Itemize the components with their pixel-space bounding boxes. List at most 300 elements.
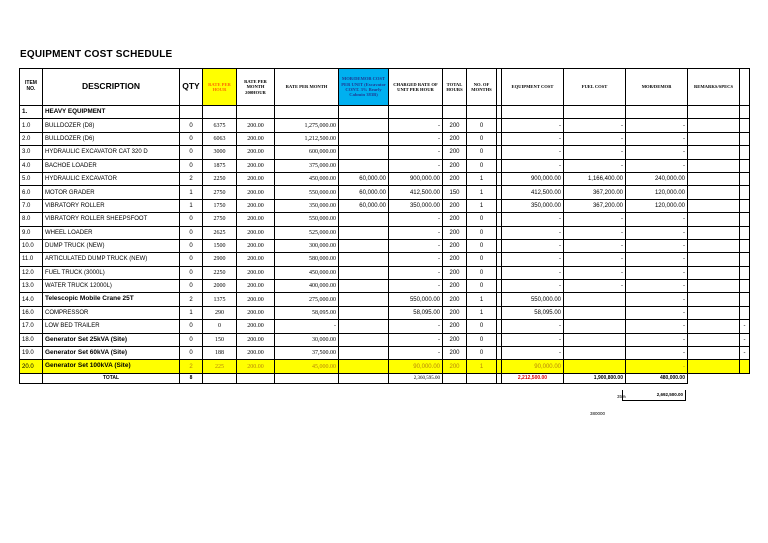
col-remarks: REMARKS/SPECS — [688, 69, 740, 106]
cell-remarks — [688, 132, 740, 145]
cell-hours: 200.00 — [237, 172, 275, 185]
cell-description: Generator Set 60kVA (Site) — [43, 347, 180, 360]
cell-remarks — [688, 213, 740, 226]
cell-no-of-months: 1 — [467, 360, 497, 373]
cell-charged-rate: - — [389, 226, 443, 239]
cell-charged-rate: - — [389, 213, 443, 226]
cell-rate-per-month: 400,000.00 — [275, 280, 339, 293]
col-charged-rate: CHARGED RATE OF UNIT PER HOUR — [389, 69, 443, 106]
cell-fuel-cost: - — [564, 280, 626, 293]
col-equipment-cost: EQUIPMENT COST — [502, 69, 564, 106]
cell-qty: 2 — [180, 360, 203, 373]
cell-no-of-months: 0 — [467, 280, 497, 293]
cell-equipment-cost: - — [502, 132, 564, 145]
cell-mob-demob-cost — [339, 253, 389, 266]
cell-hours: 200.00 — [237, 132, 275, 145]
cell-fuel-cost — [564, 333, 626, 346]
cell-hours: 200.00 — [237, 347, 275, 360]
cell-description: HYDRAULIC EXCAVATOR — [43, 172, 180, 185]
cell-no-of-months: 1 — [467, 186, 497, 199]
cell-item-no: 19.0 — [20, 347, 43, 360]
table-row — [20, 132, 750, 145]
cell-equipment-cost: 58,095.00 — [502, 306, 564, 319]
cell-remarks — [688, 293, 740, 306]
cell-qty: 0 — [180, 159, 203, 172]
cell-qty: 0 — [180, 253, 203, 266]
cell-description: BULLDOZER (D8) — [43, 119, 180, 132]
cell-item-no: 7.0 — [20, 199, 43, 212]
cell-equipment-cost: - — [502, 253, 564, 266]
cell-item-no: 18.0 — [20, 333, 43, 346]
cell-rate-per-month: 550,000.00 — [275, 213, 339, 226]
cell-mobdemob: - — [626, 119, 688, 132]
cell-rate-per-month: 1,212,500.00 — [275, 132, 339, 145]
cell-item-no: 17.0 — [20, 320, 43, 333]
cell-item-no: 20.0 — [20, 360, 43, 373]
cell-rate-per-month: 525,000.00 — [275, 226, 339, 239]
cell-extra — [740, 360, 750, 373]
cell-no-of-months: 0 — [467, 119, 497, 132]
cell-description: WATER TRUCK 12000L) — [43, 280, 180, 293]
cell-remarks — [688, 333, 740, 346]
cell-mobdemob: - — [626, 226, 688, 239]
cell-qty: 0 — [180, 239, 203, 252]
cell-charged-rate: 58,095.00 — [389, 306, 443, 319]
cell-equipment-cost: 350,000.00 — [502, 199, 564, 212]
cell-extra — [740, 132, 750, 145]
cell-extra: - — [740, 333, 750, 346]
cell-remarks — [688, 146, 740, 159]
cell-extra — [740, 306, 750, 319]
cell-rate-per-hour: 1500 — [203, 239, 237, 252]
table-row — [20, 266, 750, 279]
total-row — [20, 373, 750, 383]
cell-total-hours: 200 — [443, 159, 467, 172]
cell-remarks — [688, 253, 740, 266]
cell-equipment-cost: - — [502, 119, 564, 132]
cell-rate-per-hour: 150 — [203, 333, 237, 346]
cell-rate-per-hour: 2625 — [203, 226, 237, 239]
cell-description: FUEL TRUCK (3000L) — [43, 266, 180, 279]
col-qty: QTY — [180, 69, 203, 106]
cell-mob-demob-cost — [339, 132, 389, 145]
cell-equipment-cost: 900,000.00 — [502, 172, 564, 185]
cell-mob-demob-cost — [339, 159, 389, 172]
cell-remarks — [688, 172, 740, 185]
cell-mobdemob: - — [626, 320, 688, 333]
cell-rate-per-month: 600,000.00 — [275, 146, 339, 159]
cell-remarks — [688, 266, 740, 279]
cell-rate-per-hour: 1875 — [203, 159, 237, 172]
cell-item-no: 4.0 — [20, 159, 43, 172]
col-no-of-months: NO. OF MONTHS — [467, 69, 497, 106]
cell-remarks — [688, 199, 740, 212]
cell-fuel-cost — [564, 306, 626, 319]
cell-hours: 200.00 — [237, 159, 275, 172]
cell-qty: 1 — [180, 186, 203, 199]
cell-hours: 200.00 — [237, 266, 275, 279]
cell-total-hours: 200 — [443, 239, 467, 252]
cell-rate-per-hour: 0 — [203, 320, 237, 333]
cell-mob-demob-cost — [339, 347, 389, 360]
cell-rate-per-hour: 2900 — [203, 253, 237, 266]
cell-hours: 200.00 — [237, 360, 275, 373]
cell-description: MOTOR GRADER — [43, 186, 180, 199]
cell-rate-per-month: 550,000.00 — [275, 186, 339, 199]
cell-mob-demob-cost: 60,000.00 — [339, 186, 389, 199]
cell-equipment-cost: - — [502, 333, 564, 346]
cell-extra — [740, 280, 750, 293]
cell-no-of-months: 0 — [467, 320, 497, 333]
cell-mob-demob-cost — [339, 239, 389, 252]
cell-mobdemob: - — [626, 333, 688, 346]
section-no: 1. — [20, 106, 43, 119]
cell-no-of-months: 0 — [467, 333, 497, 346]
cell-description: ARTICULATED DUMP TRUCK (NEW) — [43, 253, 180, 266]
cell-mobdemob: - — [626, 293, 688, 306]
cell-item-no: 2.0 — [20, 132, 43, 145]
cell-item-no: 8.0 — [20, 213, 43, 226]
cell-description: VIBRATORY ROLLER — [43, 199, 180, 212]
cell-mob-demob-cost — [339, 320, 389, 333]
cell-total-hours: 200 — [443, 213, 467, 226]
cell-remarks — [688, 320, 740, 333]
cell-mob-demob-cost — [339, 293, 389, 306]
cell-item-no: 12.0 — [20, 266, 43, 279]
cell-description: Generator Set 25kVA (Site) — [43, 333, 180, 346]
cell-fuel-cost: 367,200.00 — [564, 186, 626, 199]
cell-rate-per-month: 350,000.00 — [275, 199, 339, 212]
cell-mob-demob-cost — [339, 280, 389, 293]
table-row — [20, 119, 750, 132]
cell-extra — [740, 199, 750, 212]
cell-hours: 200.00 — [237, 253, 275, 266]
cell-fuel-cost: - — [564, 119, 626, 132]
cell-fuel-cost — [564, 347, 626, 360]
cell-extra — [740, 159, 750, 172]
cell-qty: 0 — [180, 320, 203, 333]
cell-charged-rate: - — [389, 347, 443, 360]
cell-total-hours: 200 — [443, 333, 467, 346]
cell-mob-demob-cost — [339, 266, 389, 279]
cell-item-no: 14.0 — [20, 293, 43, 306]
table-row — [20, 186, 750, 199]
cell-total-hours: 200 — [443, 226, 467, 239]
cell-no-of-months: 0 — [467, 266, 497, 279]
cell-qty: 2 — [180, 293, 203, 306]
cell-charged-rate: - — [389, 333, 443, 346]
table-row — [20, 360, 750, 373]
cell-rate-per-month: 1,275,000.00 — [275, 119, 339, 132]
cell-extra — [740, 213, 750, 226]
cell-mobdemob: - — [626, 280, 688, 293]
cell-equipment-cost: - — [502, 146, 564, 159]
cell-charged-rate: - — [389, 239, 443, 252]
cell-hours: 200.00 — [237, 293, 275, 306]
cell-qty: 0 — [180, 280, 203, 293]
cell-item-no: 10.0 — [20, 239, 43, 252]
cell-extra — [740, 119, 750, 132]
cell-hours: 200.00 — [237, 280, 275, 293]
cell-mob-demob-cost — [339, 333, 389, 346]
cell-extra — [740, 266, 750, 279]
cell-item-no: 1.0 — [20, 119, 43, 132]
cell-item-no: 11.0 — [20, 253, 43, 266]
cell-qty: 0 — [180, 146, 203, 159]
cell-charged-rate: - — [389, 266, 443, 279]
cell-rate-per-hour: 2750 — [203, 213, 237, 226]
cell-total-hours: 200 — [443, 280, 467, 293]
col-description: DESCRIPTION — [43, 69, 180, 106]
cell-remarks — [688, 226, 740, 239]
cell-rate-per-hour: 6375 — [203, 119, 237, 132]
cell-rate-per-hour: 6063 — [203, 132, 237, 145]
cell-rate-per-month: 300,000.00 — [275, 239, 339, 252]
cell-equipment-cost: 90,000.00 — [502, 360, 564, 373]
cell-hours: 200.00 — [237, 226, 275, 239]
cell-fuel-cost: - — [564, 146, 626, 159]
cell-total-hours: 150 — [443, 186, 467, 199]
cell-qty: 0 — [180, 226, 203, 239]
table-row — [20, 146, 750, 159]
cell-total-hours: 200 — [443, 253, 467, 266]
cell-hours: 200.00 — [237, 333, 275, 346]
cell-no-of-months: 1 — [467, 199, 497, 212]
cell-extra: - — [740, 347, 750, 360]
cell-fuel-cost: - — [564, 266, 626, 279]
cell-mob-demob-cost — [339, 146, 389, 159]
header-row — [20, 69, 750, 106]
footer-percent: 35% — [617, 394, 627, 399]
cell-remarks — [688, 360, 740, 373]
cell-fuel-cost: 367,200.00 — [564, 199, 626, 212]
cell-rate-per-hour: 2250 — [203, 266, 237, 279]
cell-charged-rate: - — [389, 119, 443, 132]
cell-equipment-cost: 412,500.00 — [502, 186, 564, 199]
cell-description: Generator Set 100kVA (Site) — [43, 360, 180, 373]
cell-remarks — [688, 119, 740, 132]
cell-no-of-months: 0 — [467, 213, 497, 226]
cell-description: WHEEL LOADER — [43, 226, 180, 239]
cell-mobdemob: - — [626, 146, 688, 159]
cell-charged-rate: 350,000.00 — [389, 199, 443, 212]
cell-no-of-months: 0 — [467, 132, 497, 145]
cell-qty: 1 — [180, 199, 203, 212]
cell-rate-per-month: 450,000.00 — [275, 172, 339, 185]
cell-fuel-cost — [564, 293, 626, 306]
footer-note: 380000 — [590, 411, 606, 416]
cell-extra — [740, 253, 750, 266]
cell-mobdemob: 240,000.00 — [626, 172, 688, 185]
cell-mob-demob-cost: 60,000.00 — [339, 199, 389, 212]
cell-hours: 200.00 — [237, 186, 275, 199]
cell-rate-per-month: 37,500.00 — [275, 347, 339, 360]
table-row — [20, 306, 750, 319]
cell-no-of-months: 1 — [467, 306, 497, 319]
cell-hours: 200.00 — [237, 320, 275, 333]
cell-qty: 0 — [180, 213, 203, 226]
col-extra — [740, 69, 750, 106]
table-row — [20, 293, 750, 306]
cell-hours: 200.00 — [237, 213, 275, 226]
cell-mob-demob-cost — [339, 226, 389, 239]
cell-charged-rate: - — [389, 280, 443, 293]
cell-remarks — [688, 347, 740, 360]
cell-total-hours: 200 — [443, 266, 467, 279]
cell-charged-rate: 900,000.00 — [389, 172, 443, 185]
total-fuel-cost: 1,900,800.00 — [564, 373, 626, 383]
cell-remarks — [688, 159, 740, 172]
cell-no-of-months: 0 — [467, 159, 497, 172]
cell-remarks — [688, 280, 740, 293]
cell-hours: 200.00 — [237, 239, 275, 252]
cell-mobdemob: - — [626, 132, 688, 145]
cell-total-hours: 200 — [443, 146, 467, 159]
table-row — [20, 347, 750, 360]
cell-mob-demob-cost — [339, 213, 389, 226]
cell-rate-per-hour: 290 — [203, 306, 237, 319]
cell-item-no: 13.0 — [20, 280, 43, 293]
cell-equipment-cost: - — [502, 226, 564, 239]
cell-extra — [740, 172, 750, 185]
cell-rate-per-month: 275,000.00 — [275, 293, 339, 306]
cell-no-of-months: 0 — [467, 226, 497, 239]
col-total-hours: TOTAL HOURS — [443, 69, 467, 106]
cell-mobdemob: - — [626, 159, 688, 172]
cell-description: VIBRATORY ROLLER SHEEPSFOOT — [43, 213, 180, 226]
cell-charged-rate: 90,000.00 — [389, 360, 443, 373]
cell-hours: 200.00 — [237, 146, 275, 159]
col-rate-per-month: RATE PER MONTH — [275, 69, 339, 106]
cell-no-of-months: 1 — [467, 172, 497, 185]
cell-total-hours: 200 — [443, 293, 467, 306]
total-charged: 2,360,595.00 — [389, 373, 443, 383]
cell-qty: 0 — [180, 119, 203, 132]
cell-charged-rate: - — [389, 146, 443, 159]
cell-fuel-cost — [564, 320, 626, 333]
cell-description: DUMP TRUCK (NEW) — [43, 239, 180, 252]
table-row — [20, 239, 750, 252]
col-rate-per-month-200hour: RATE PER MONTH 200HOUR — [237, 69, 275, 106]
cell-charged-rate: 412,500.00 — [389, 186, 443, 199]
cell-charged-rate: 550,000.00 — [389, 293, 443, 306]
cell-rate-per-hour: 2000 — [203, 280, 237, 293]
cell-total-hours: 200 — [443, 306, 467, 319]
cell-qty: 0 — [180, 347, 203, 360]
cell-total-hours: 200 — [443, 172, 467, 185]
section-label: HEAVY EQUIPMENT — [43, 106, 180, 119]
cell-no-of-months: 1 — [467, 293, 497, 306]
cell-rate-per-month: 450,000.00 — [275, 266, 339, 279]
total-mobdemob: 480,000.00 — [626, 373, 688, 383]
cell-rate-per-month: 30,000.00 — [275, 333, 339, 346]
col-rate-per-hour: RATE PER HOUR — [203, 69, 237, 106]
cell-rate-per-hour: 1750 — [203, 199, 237, 212]
cell-total-hours: 200 — [443, 199, 467, 212]
total-equipment-cost: 2,212,500.00 — [502, 373, 564, 383]
cell-remarks — [688, 186, 740, 199]
table-row — [20, 172, 750, 185]
cell-description: BULLDOZER (D6) — [43, 132, 180, 145]
cell-equipment-cost: - — [502, 320, 564, 333]
cell-fuel-cost: - — [564, 159, 626, 172]
cell-extra — [740, 293, 750, 306]
col-item-no: ITEM NO. — [20, 69, 43, 106]
cell-charged-rate: - — [389, 320, 443, 333]
table-row — [20, 333, 750, 346]
cell-rate-per-month: 375,000.00 — [275, 159, 339, 172]
cell-equipment-cost: 550,000.00 — [502, 293, 564, 306]
table-row — [20, 199, 750, 212]
cell-hours: 200.00 — [237, 119, 275, 132]
cell-item-no: 3.0 — [20, 146, 43, 159]
cell-total-hours: 200 — [443, 320, 467, 333]
cell-hours: 200.00 — [237, 306, 275, 319]
cell-fuel-cost: - — [564, 132, 626, 145]
cell-description: COMPRESSOR — [43, 306, 180, 319]
cell-mob-demob-cost — [339, 306, 389, 319]
col-mobdemob: MOB/DEMOB — [626, 69, 688, 106]
cell-description: Telescopic Mobile Crane 25T — [43, 293, 180, 306]
cell-extra — [740, 186, 750, 199]
cell-mob-demob-cost — [339, 119, 389, 132]
cell-charged-rate: - — [389, 253, 443, 266]
page-title: EQUIPMENT COST SCHEDULE — [20, 49, 173, 60]
cell-fuel-cost: - — [564, 253, 626, 266]
cell-charged-rate: - — [389, 159, 443, 172]
cell-rate-per-month: 580,000.00 — [275, 253, 339, 266]
cell-rate-per-hour: 2750 — [203, 186, 237, 199]
cell-description: LOW BED TRAILER — [43, 320, 180, 333]
cell-equipment-cost: - — [502, 239, 564, 252]
equipment-cost-table — [19, 68, 750, 384]
cell-total-hours: 200 — [443, 119, 467, 132]
section-row — [20, 106, 750, 119]
cell-no-of-months: 0 — [467, 347, 497, 360]
cell-extra: - — [740, 320, 750, 333]
total-label: TOTAL — [43, 373, 180, 383]
cell-fuel-cost: - — [564, 213, 626, 226]
cell-qty: 1 — [180, 306, 203, 319]
cell-total-hours: 200 — [443, 347, 467, 360]
cell-fuel-cost: - — [564, 226, 626, 239]
table-row — [20, 280, 750, 293]
cell-qty: 0 — [180, 266, 203, 279]
cell-rate-per-hour: 225 — [203, 360, 237, 373]
cell-description: BACHOE LOADER — [43, 159, 180, 172]
cell-no-of-months: 0 — [467, 146, 497, 159]
cell-remarks — [688, 239, 740, 252]
cell-equipment-cost: - — [502, 159, 564, 172]
col-mob-demob-cost: MOB/DEMOB COST PER UNIT (Excavator CONT. 3% Bearly Cabmin 383B) — [339, 69, 389, 106]
total-qty: 8 — [180, 373, 203, 383]
cell-rate-per-hour: 188 — [203, 347, 237, 360]
cell-rate-per-hour: 2250 — [203, 172, 237, 185]
cell-mob-demob-cost — [339, 360, 389, 373]
cell-no-of-months: 0 — [467, 253, 497, 266]
cell-extra — [740, 146, 750, 159]
cell-mobdemob: 120,000.00 — [626, 199, 688, 212]
col-fuel-cost: FUEL COST — [564, 69, 626, 106]
cell-item-no: 5.0 — [20, 172, 43, 185]
cell-rate-per-month: 45,000.00 — [275, 360, 339, 373]
cell-item-no: 9.0 — [20, 226, 43, 239]
table-row — [20, 320, 750, 333]
cell-equipment-cost: - — [502, 213, 564, 226]
cell-total-hours: 200 — [443, 360, 467, 373]
cell-mobdemob: - — [626, 213, 688, 226]
cell-fuel-cost — [564, 360, 626, 373]
